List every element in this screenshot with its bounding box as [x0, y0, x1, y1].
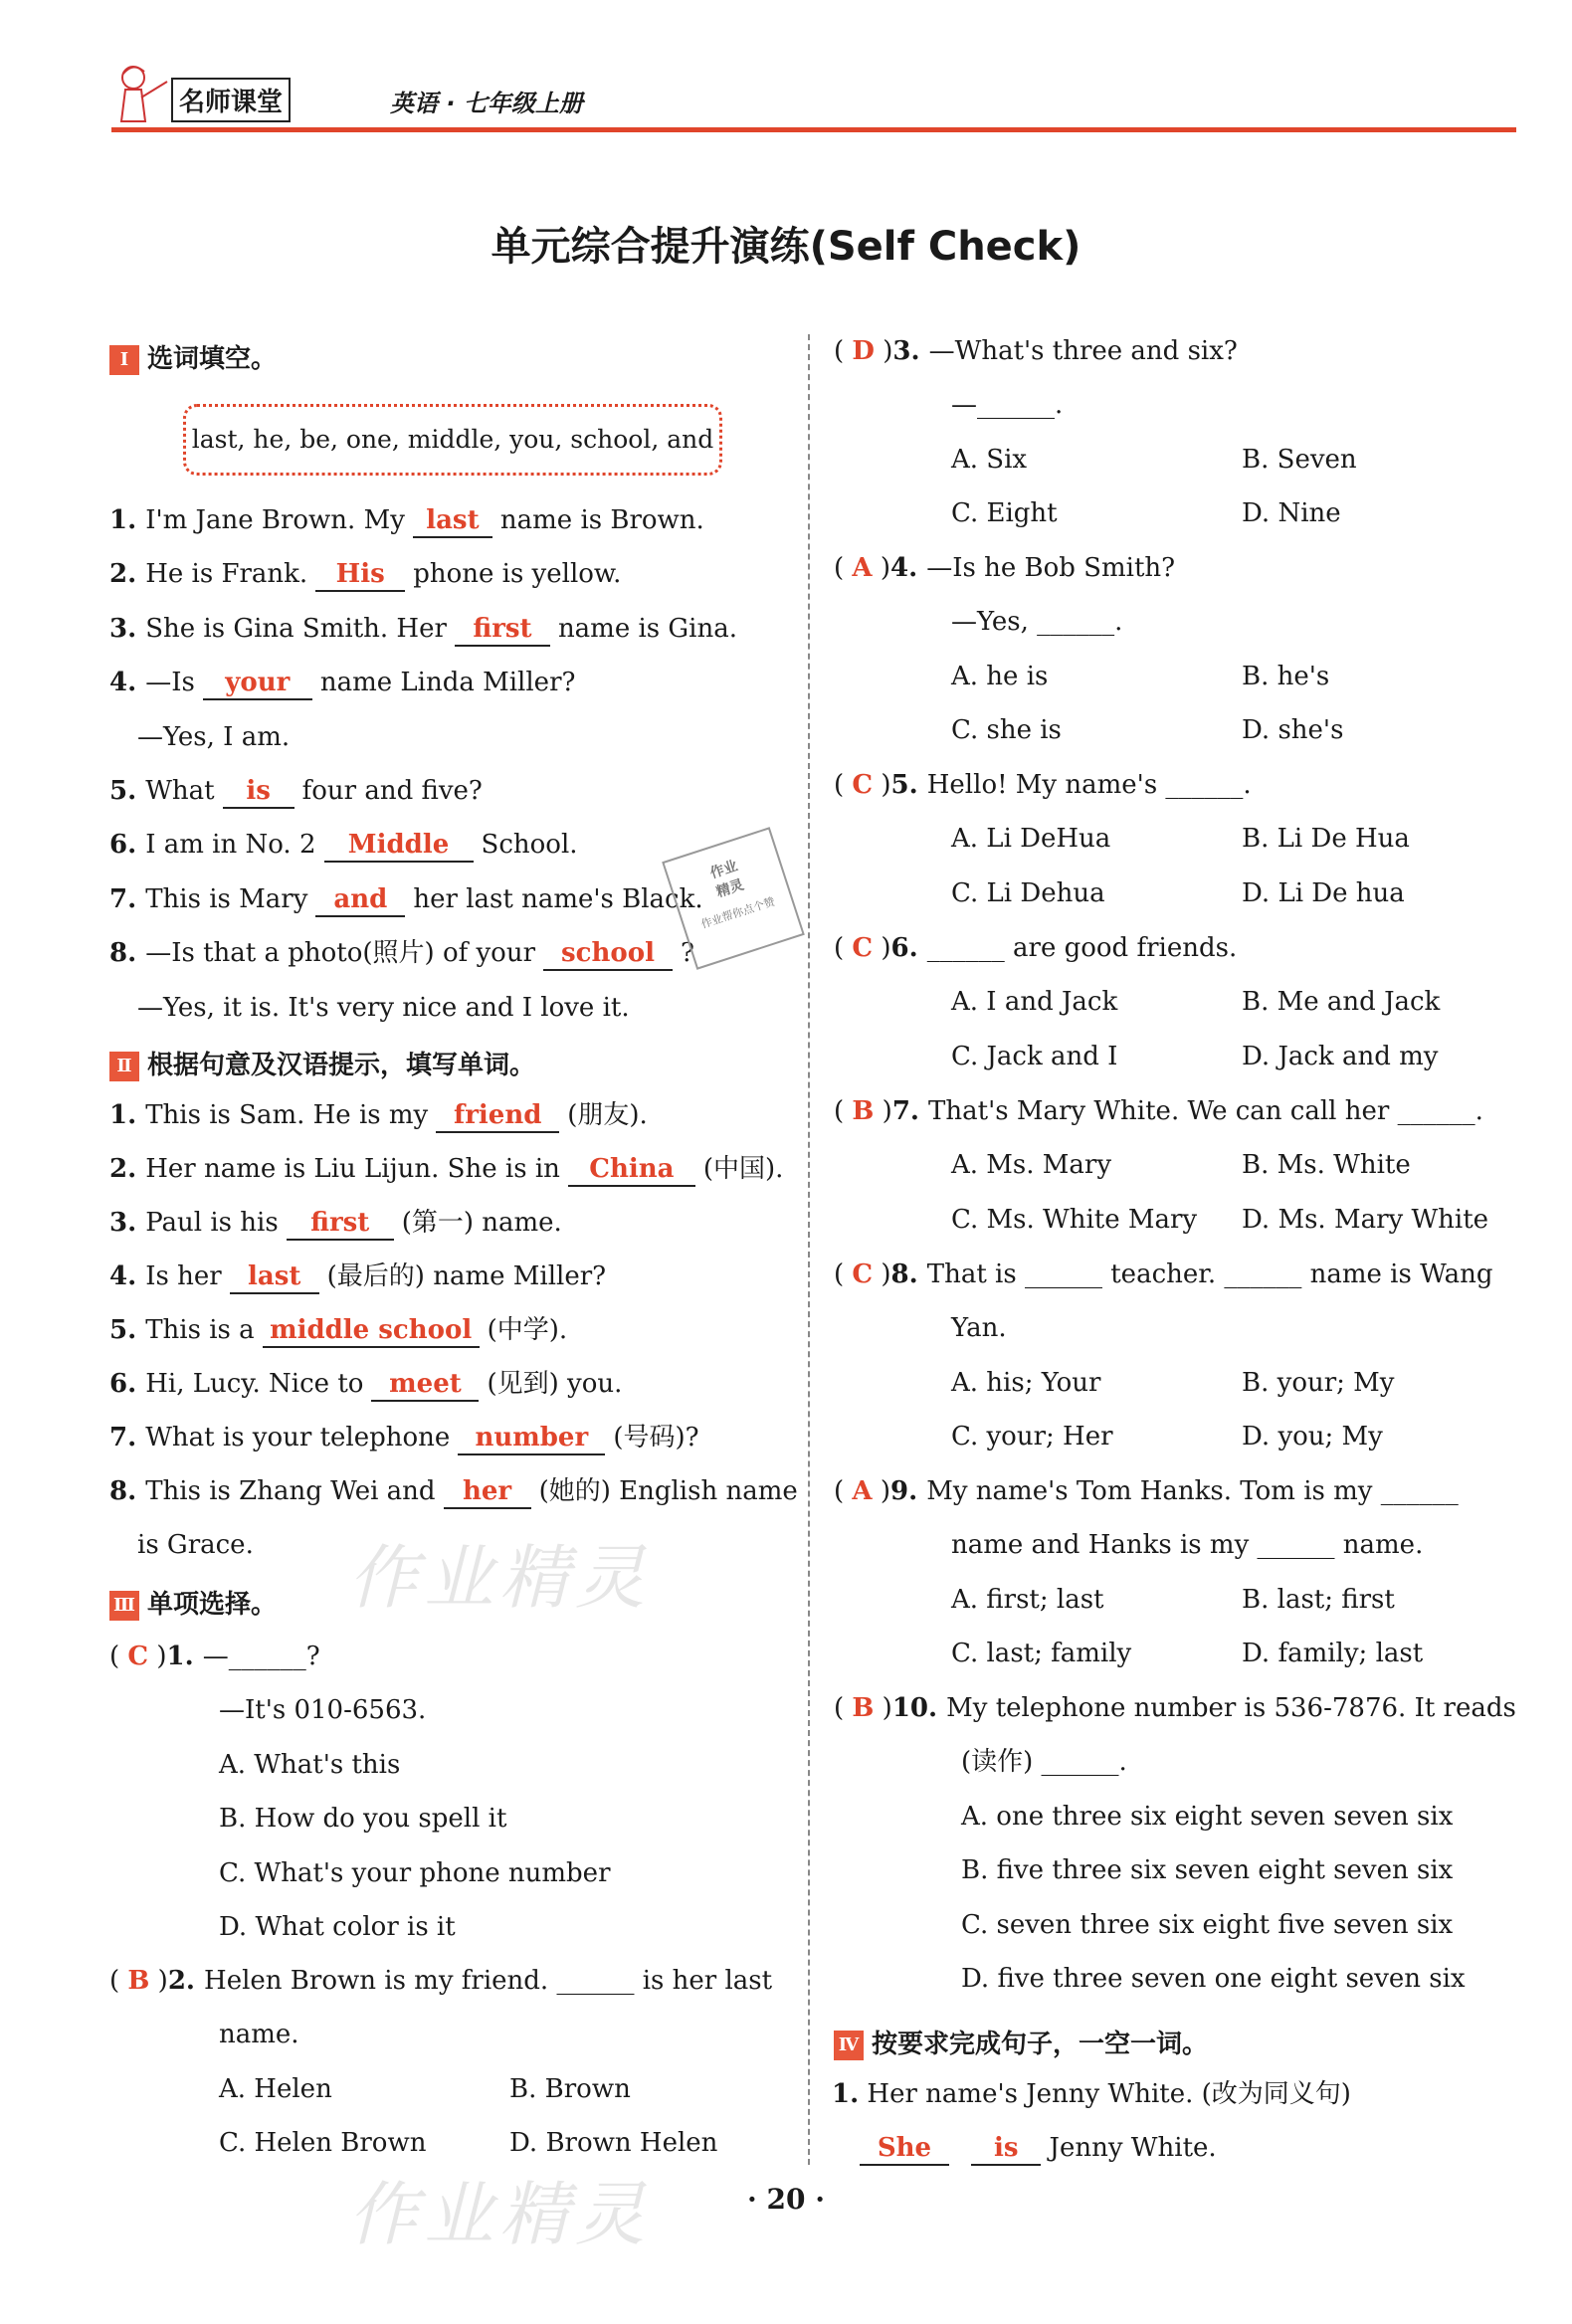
- question-stem-continued: —Yes, ______.: [951, 607, 1123, 637]
- option: D. five three seven one eight seven six: [961, 1964, 1466, 1994]
- question-stem: [834, 931, 1237, 965]
- item-number: 4.: [109, 1261, 146, 1291]
- question-number: 2.: [167, 1966, 205, 1996]
- answer-blank: first: [287, 1209, 394, 1241]
- option: D. Brown Helen: [509, 2128, 718, 2158]
- section-2-mark: Ⅱ: [109, 1052, 139, 1081]
- answer-blank: and: [315, 885, 405, 917]
- answer-blank: last: [413, 506, 492, 538]
- option: C. your; Her: [951, 1422, 1113, 1452]
- word-bank-box: [183, 404, 722, 476]
- option: B. Brown: [509, 2073, 631, 2104]
- answer-blank: is: [223, 777, 295, 809]
- question-stem-continued: —It's 010-6563.: [219, 1695, 427, 1725]
- section-4-item-1: 1. Her name's Jenny White. (改为同义句): [832, 2079, 1351, 2109]
- option: A. Six: [951, 444, 1028, 475]
- option: B. How do you spell it: [219, 1804, 507, 1834]
- item-text: her last name's Black.: [413, 883, 703, 914]
- item-number: 1.: [109, 505, 146, 535]
- page-header: [111, 60, 1516, 135]
- question-number: 1.: [166, 1642, 203, 1671]
- item-text: This is Mary: [145, 883, 308, 914]
- question-stem: [834, 1258, 1492, 1291]
- choice-answer: C: [852, 933, 874, 963]
- question-text: My name's Tom Hanks. Tom is my ______: [926, 1476, 1459, 1506]
- answer-blank: His: [315, 560, 405, 592]
- fill-item: [109, 1259, 606, 1294]
- question-text: That is ______ teacher. ______ name is Wang: [926, 1259, 1493, 1289]
- choice-answer: A: [852, 1476, 873, 1506]
- question-number: 4.: [890, 553, 927, 583]
- watermark: 作业精灵: [348, 2174, 651, 2255]
- fill-item: [109, 774, 483, 809]
- item-text: He is Frank.: [145, 559, 308, 590]
- question-stem: [109, 1964, 772, 1998]
- answer-paren: ( B ): [834, 1693, 892, 1723]
- item-text: —Is: [145, 668, 195, 698]
- option: B. Ms. White: [1242, 1150, 1411, 1180]
- option: D. Li De hua: [1242, 877, 1405, 908]
- item-text: What: [145, 776, 215, 806]
- item-text: (她的) English name: [538, 1476, 798, 1506]
- section-2-title: 根据句意及汉语提示，填写单词。: [147, 1051, 536, 1080]
- question-number: 5.: [890, 770, 927, 800]
- item-text: (朋友).: [567, 1100, 648, 1130]
- option: D. she's: [1242, 715, 1344, 745]
- fill-item: [137, 991, 630, 1025]
- question-text: —What's three and six?: [928, 336, 1238, 366]
- option: B. five three six seven eight seven six: [961, 1855, 1454, 1885]
- option: A. I and Jack: [951, 987, 1118, 1017]
- option: D. What color is it: [219, 1912, 456, 1942]
- section-3-mark: Ⅲ: [109, 1591, 139, 1621]
- item-text: This is a: [145, 1315, 255, 1345]
- brand-label: 名师课堂: [171, 78, 291, 122]
- item-text: is Grace.: [137, 1530, 254, 1560]
- question-stem: [109, 1640, 320, 1673]
- item-text: She is Gina Smith. Her: [145, 613, 447, 644]
- item-number: 6.: [109, 830, 146, 861]
- question-number: 3.: [892, 336, 929, 366]
- option: B. Li De Hua: [1242, 824, 1410, 854]
- answer-blank: number: [458, 1424, 605, 1455]
- option: D. family; last: [1242, 1639, 1424, 1668]
- choice-answer: A: [852, 553, 873, 583]
- page-title: 单元综合提升演练(Self Check): [491, 224, 1081, 270]
- answer-blank: China: [568, 1155, 695, 1187]
- answer-paren: ( C ): [834, 1259, 891, 1289]
- answer-blank: meet: [371, 1370, 479, 1402]
- fill-item: [109, 503, 704, 538]
- item-text: four and five?: [301, 776, 483, 806]
- item-text: —Yes, it is. It's very nice and I love it.: [137, 992, 630, 1023]
- word-bank-text: last, he, be, one, middle, you, school, and: [191, 425, 714, 454]
- item-number: 7.: [109, 883, 146, 914]
- answer-blank: Middle: [324, 831, 474, 863]
- question-text: —Is he Bob Smith?: [926, 553, 1176, 583]
- item-text: This is Zhang Wei and: [145, 1476, 436, 1506]
- fill-item: [109, 666, 575, 700]
- answer-paren: ( D ): [834, 336, 893, 366]
- item-text: (第一) name.: [401, 1208, 562, 1238]
- fill-item: [109, 557, 621, 592]
- question-text: Hello! My name's ______.: [926, 770, 1252, 800]
- option: D. Nine: [1242, 498, 1341, 528]
- item-text: What is your telephone: [145, 1423, 451, 1452]
- question-number: 10.: [891, 1693, 947, 1723]
- item-text: —Yes, I am.: [137, 721, 291, 752]
- fill-item: [109, 828, 578, 863]
- answer-blank: first: [455, 615, 550, 647]
- answer-paren: ( C ): [834, 933, 891, 963]
- question-text: My telephone number is 536-7876. It reads: [946, 1693, 1516, 1723]
- option: A. his; Your: [951, 1367, 1101, 1398]
- option: A. he is: [951, 661, 1049, 691]
- page-number: · 20 ·: [747, 2183, 825, 2216]
- answer-paren: ( A ): [834, 1476, 891, 1506]
- fill-item: [109, 1152, 783, 1187]
- item-text: —Is that a photo(照片) of your: [145, 938, 536, 969]
- option: C. Eight: [951, 498, 1058, 528]
- section-4-item-1-answer: She is Jenny White.: [860, 2131, 1217, 2166]
- fill-item: [109, 1098, 648, 1133]
- question-stem-continued: name.: [219, 2020, 299, 2049]
- option: A. What's this: [219, 1749, 401, 1780]
- answer-blank: her: [444, 1477, 531, 1509]
- answer-paren: ( B ): [834, 1096, 892, 1126]
- item-text: name is Brown.: [499, 505, 704, 535]
- answer-paren: ( B ): [109, 1966, 168, 1996]
- answer-paren: ( A ): [834, 553, 891, 583]
- answer-paren: ( C ): [109, 1642, 167, 1671]
- fill-item: [109, 612, 737, 647]
- fill-item: [109, 1367, 622, 1402]
- fill-item: [109, 882, 703, 917]
- question-stem-continued: Yan.: [951, 1313, 1007, 1343]
- option: B. Seven: [1242, 444, 1357, 475]
- item-text: phone is yellow.: [413, 559, 622, 590]
- choice-answer: C: [127, 1642, 149, 1671]
- item-text: name is Gina.: [557, 613, 738, 644]
- item-number: 8.: [109, 1476, 146, 1506]
- book-subtitle: 英语 · 七年级上册: [390, 90, 583, 117]
- answer-paren: ( C ): [834, 770, 891, 800]
- stamp-seal: 作业 精灵 作业帮你点个赞: [662, 827, 805, 970]
- teacher-figure-icon: [111, 60, 171, 129]
- fill-item: [109, 1474, 798, 1509]
- item-text: I'm Jane Brown. My: [145, 505, 405, 535]
- question-number: 7.: [891, 1096, 929, 1126]
- answer-blank: is: [971, 2134, 1041, 2166]
- option: D. you; My: [1242, 1422, 1383, 1452]
- item-number: 3.: [109, 1208, 146, 1238]
- answer-blank: friend: [436, 1101, 559, 1133]
- item-number: 2.: [109, 1154, 146, 1184]
- question-number: 6.: [890, 933, 927, 963]
- question-stem: [834, 1691, 1516, 1725]
- section-1-heading: [109, 338, 277, 375]
- fill-item: [109, 1421, 699, 1455]
- option: C. Ms. White Mary: [951, 1204, 1198, 1235]
- item-text: Paul is his: [145, 1208, 279, 1238]
- option: B. your; My: [1242, 1367, 1395, 1398]
- item-text: Hi, Lucy. Nice to: [145, 1369, 364, 1399]
- fill-item: [137, 720, 290, 754]
- question-number: 8.: [890, 1259, 927, 1289]
- item-number: 6.: [109, 1369, 146, 1399]
- option: C. last; family: [951, 1639, 1132, 1668]
- option: C. she is: [951, 715, 1062, 745]
- item-number: 5.: [109, 776, 146, 806]
- question-stem-continued: name and Hanks is my ______ name.: [951, 1530, 1424, 1560]
- option: C. Helen Brown: [219, 2128, 427, 2158]
- item-number: 8.: [109, 938, 146, 969]
- item-text: name Linda Miller?: [319, 668, 576, 698]
- question-text: —______?: [202, 1642, 320, 1671]
- item-text: ?: [681, 938, 694, 969]
- question-text: That's Mary White. We can call her ______.: [928, 1096, 1483, 1126]
- item-text: (中国).: [702, 1154, 784, 1184]
- option: D. Jack and my: [1242, 1041, 1439, 1071]
- fill-item: [109, 1206, 562, 1241]
- question-stem: [834, 1474, 1459, 1508]
- question-text: Helen Brown is my friend. ______ is her last: [204, 1966, 773, 1996]
- question-stem: [834, 768, 1252, 802]
- option: B. last; first: [1242, 1584, 1395, 1615]
- option: D. Ms. Mary White: [1242, 1204, 1489, 1235]
- choice-answer: B: [852, 1693, 875, 1723]
- choice-answer: C: [852, 770, 874, 800]
- option: C. Li Dehua: [951, 877, 1105, 908]
- option: A. Li DeHua: [951, 824, 1111, 854]
- choice-answer: D: [852, 336, 875, 366]
- choice-answer: B: [852, 1096, 875, 1126]
- option: C. What's your phone number: [219, 1857, 611, 1888]
- question-stem-continued: —______.: [951, 390, 1064, 420]
- item-number: 3.: [109, 613, 146, 644]
- question-stem: [834, 1094, 1483, 1128]
- item-number: 7.: [109, 1423, 146, 1452]
- section-3-heading: [109, 1584, 277, 1621]
- answer-blank: your: [203, 669, 312, 700]
- section-4-title: 按要求完成句子，一空一词。: [872, 2030, 1209, 2059]
- option: C. Jack and I: [951, 1041, 1118, 1071]
- question-stem: [834, 334, 1238, 368]
- item-number: 5.: [109, 1315, 146, 1345]
- item-text: (最后的) name Miller?: [326, 1261, 607, 1291]
- section-4-mark: Ⅳ: [834, 2031, 864, 2060]
- section-4-heading: [834, 2024, 1208, 2060]
- item-number: 4.: [109, 668, 146, 698]
- item-text: (见到) you.: [487, 1369, 623, 1399]
- option: B. Me and Jack: [1242, 987, 1441, 1017]
- option: A. Helen: [219, 2073, 332, 2104]
- choice-answer: B: [127, 1966, 150, 1996]
- fill-item: [109, 1313, 567, 1348]
- item-text: This is Sam. He is my: [145, 1100, 429, 1130]
- item-text: Is her: [145, 1261, 222, 1291]
- option: A. first; last: [951, 1584, 1104, 1615]
- option: C. seven three six eight five seven six: [961, 1909, 1454, 1940]
- item-number: 1.: [109, 1100, 146, 1130]
- question-stem: [834, 551, 1175, 585]
- section-1-mark: Ⅰ: [109, 345, 139, 375]
- answer-blank: school: [543, 939, 673, 971]
- header-rule: [111, 127, 1516, 132]
- section-3-title: 单项选择。: [147, 1590, 278, 1620]
- answer-blank: last: [230, 1262, 319, 1294]
- question-number: 9.: [890, 1476, 927, 1506]
- question-text: ______ are good friends.: [926, 933, 1238, 963]
- item-text: (中学).: [487, 1315, 568, 1345]
- answer-blank: She: [860, 2134, 949, 2166]
- option: A. one three six eight seven seven six: [961, 1801, 1454, 1832]
- watermark: 作业精灵: [348, 1537, 651, 1619]
- item-text: I am in No. 2: [145, 830, 316, 861]
- item-number: 2.: [109, 559, 146, 590]
- option: B. he's: [1242, 661, 1330, 691]
- option: A. Ms. Mary: [951, 1150, 1112, 1180]
- item-text: Her name is Liu Lijun. She is in: [145, 1154, 560, 1184]
- answer-blank: middle school: [263, 1316, 480, 1348]
- item-text: School.: [481, 830, 578, 861]
- fill-item: [109, 936, 694, 971]
- section-1-title: 选词填空。: [147, 344, 278, 374]
- fill-item: [137, 1528, 254, 1562]
- choice-answer: C: [852, 1259, 874, 1289]
- section-2-heading: [109, 1045, 535, 1081]
- column-divider: [808, 334, 810, 2165]
- question-stem-continued: (读作) ______.: [961, 1747, 1127, 1777]
- item-text: (号码)?: [613, 1423, 699, 1452]
